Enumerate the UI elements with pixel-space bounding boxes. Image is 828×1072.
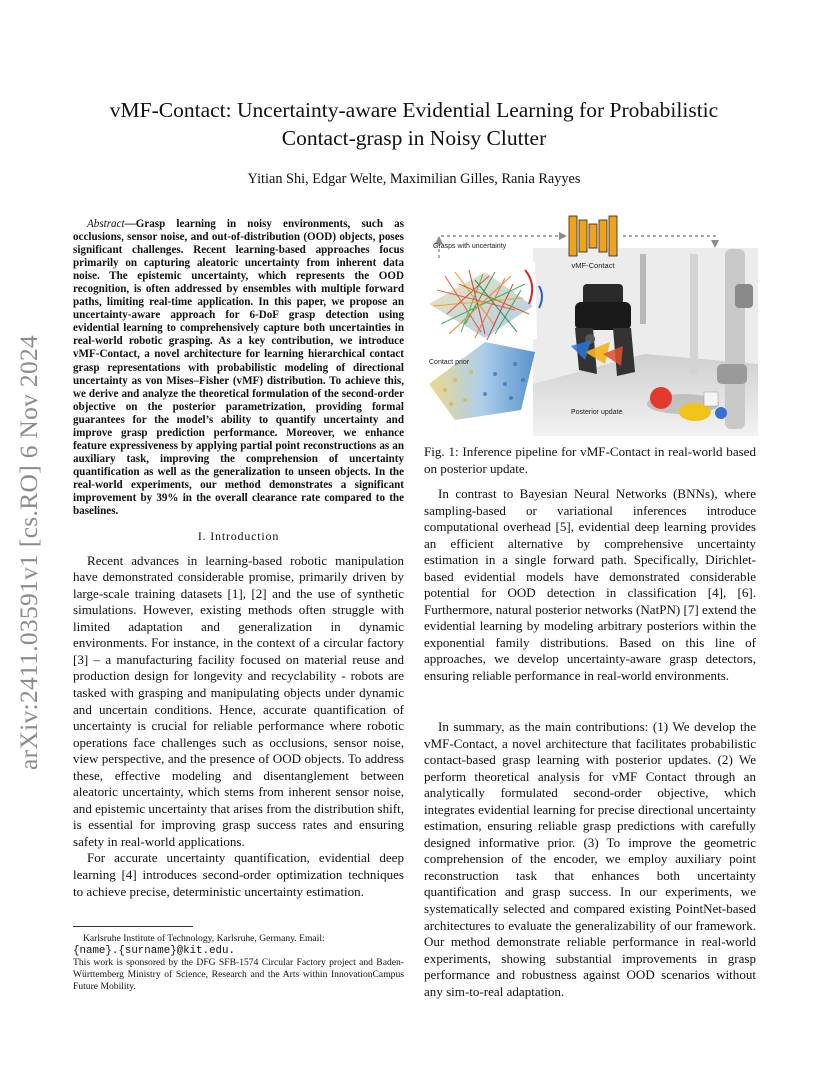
footnote-email: {name}.{surname}@kit.edu. bbox=[73, 944, 235, 957]
label-contact-prior: Contact prior bbox=[429, 359, 470, 366]
label-posterior-update: Posterior update bbox=[571, 409, 623, 416]
footnote-divider bbox=[73, 926, 193, 927]
bnn-paragraph: In contrast to Bayesian Neural Networks (BNNs), where sampling-based or variational inferences introduce computational overhead [5], evidential deep learning provides an efficient alternative by comprehensive uncertainty estimation in a single forward path. Specifically, Dirichlet-based evidential models have demonstrated considerable potential for OOD detection in classification [4], [6]. Furthermore, natural posterior networks (NatPN) [7] extend the evidential learning by modeling arbitrary posteriors within the exponential family distributions. Based on this line of approaches, we develop uncertainty-aware grasp detectors, ensuring reliable performance in real-world environments. bbox=[424, 486, 756, 684]
figure-illustration bbox=[425, 214, 758, 436]
section-heading-introduction: I. Introduction bbox=[197, 529, 280, 544]
robot-scene-photo bbox=[533, 248, 758, 436]
left-column bbox=[73, 218, 404, 900]
title-line-2: Contact-grasp in Noisy Clutter bbox=[281, 126, 547, 150]
abstract-text: Grasp learning in noisy environments, such as occlusions, sensor noise, and out-of-distribution (OOD) objects, poses significant challenges. Recent learning-based approaches focus primarily on capturing aleatoric uncertainty from inherent data noise. The epistemic uncertainty, which represents the OOD recognition, is often addressed by ensembles with multiple forward paths, limiting real-time application. In this paper, we propose an uncertainty-aware approach for 6-DoF grasp detection using evidential learning to comprehensively capture both uncertainties in real-world robotic grasping. As a key contribution, we introduce vMF-Contact, a novel architecture for learning hierarchical contact grasp representations with probabilistic modeling of directional uncertainty as von Mises–Fisher (vMF) distribution. To achieve this, we derive and analyze the theoretical formulation of the second-order objective on the posterior parametrization, providing formal guarantees for the model’s ability to quantify uncertainty and improve grasp prediction performance. Moreover, we enhance feature expressiveness by applying partial point reconstructions as an auxiliary task, improving the comprehension of uncertainty quantification as well as the generalization to unseen objects. In the real-world experiments, our method demonstrates a significant improvement by 39% in the overall clearance rate compared to the baselines. bbox=[73, 218, 404, 518]
footnote-funding: This work is sponsored by the DFG SFB-1574 Circular Factory project and Baden-Württemberg Ministry of Science, Research and the Arts within InnovationCampus Future Mobility. bbox=[73, 957, 404, 992]
footnote bbox=[73, 933, 404, 993]
abstract-dash: — bbox=[124, 218, 136, 230]
abstract-label: Abstract bbox=[87, 218, 125, 230]
intro-paragraph-1: Recent advances in learning-based robotic manipulation have demonstrated considerable promise, primarily driven by large-scale training datasets [1], [2] and the use of synthetic simulations. However, existing methods often struggle with limited adaptation and generalization in dynamic environments. For instance, in the context of a circular factory [3] – a manufacturing facility focused on material reuse and production design for longevity and recyclability - robots are tasked with grasping and manipulating objects under dynamic and uncertain conditions. Hence, accurate quantification of uncertainty is crucial for reliable performance where robotic operations face challenges such as occlusions, sensor noise, view perspective, and the presence of OOD objects. To address these, effective modeling and disentanglement between aleatoric uncertainty, which stems from inherent sensor noise, and epistemic uncertainty that arises from the distribution shift, is essential for improving grasp success rates and ensuring safety in real-world applications. bbox=[73, 552, 404, 849]
title-line-1: vMF-Contact: Uncertainty-aware Evidential Learning for Probabilistic bbox=[109, 98, 719, 122]
arxiv-identifier: arXiv:2411.03591v1 [cs.RO] 6 Nov 2024 bbox=[14, 334, 43, 770]
right-paragraph-1 bbox=[424, 486, 756, 685]
figure-inference-pipeline bbox=[425, 214, 758, 436]
paper-title bbox=[80, 96, 748, 152]
author-list: Yitian Shi, Edgar Welte, Maximilian Gilles, Rania Rayyes bbox=[247, 171, 581, 187]
footnote-affiliation: Karlsruhe Institute of Technology, Karlsruhe, Germany. Email: bbox=[83, 933, 325, 944]
label-grasps-with-uncertainty: Grasps with uncertainty bbox=[433, 243, 507, 250]
abstract bbox=[73, 218, 404, 518]
contributions-paragraph: In summary, as the main contributions: (1) We develop the vMF-Contact, a novel architecture that facilitates probabilistic contact-based grasp learning with posterior updates. (2) We perform theoretical analysis for vMF Contact through an analytically formulated second-order objective, which integrates evidential learning for precise directional uncertainty estimation, ensuring reliable grasp predictions with carefully designed informative prior. (3) To improve the geometric comprehension of the encoder, we employ auxiliary point reconstruction task that enhances both uncertainty quantification and grasp success. In our experiments, we systematically selected and compared existing PointNet-based architectures to evaluate the generalizability of our framework. Our method demonstrate reliable performance in real-world experiments, showing substantial improvements in grasp performance and robustness against OOD scenarios without any sim-to-real adaptation. bbox=[424, 719, 756, 999]
vmf-contact-network-icon bbox=[569, 216, 617, 270]
label-vmf-contact: vMF-Contact bbox=[571, 261, 615, 270]
figure-caption: Fig. 1: Inference pipeline for vMF-Contact in real-world based on posterior update. bbox=[424, 444, 756, 476]
right-paragraph-2 bbox=[424, 719, 756, 1000]
intro-paragraph-2: For accurate uncertainty quantification, evidential deep learning [4] introduces second-order optimization techniques to achieve precise, deterministic uncertainty estimation. bbox=[73, 850, 404, 899]
